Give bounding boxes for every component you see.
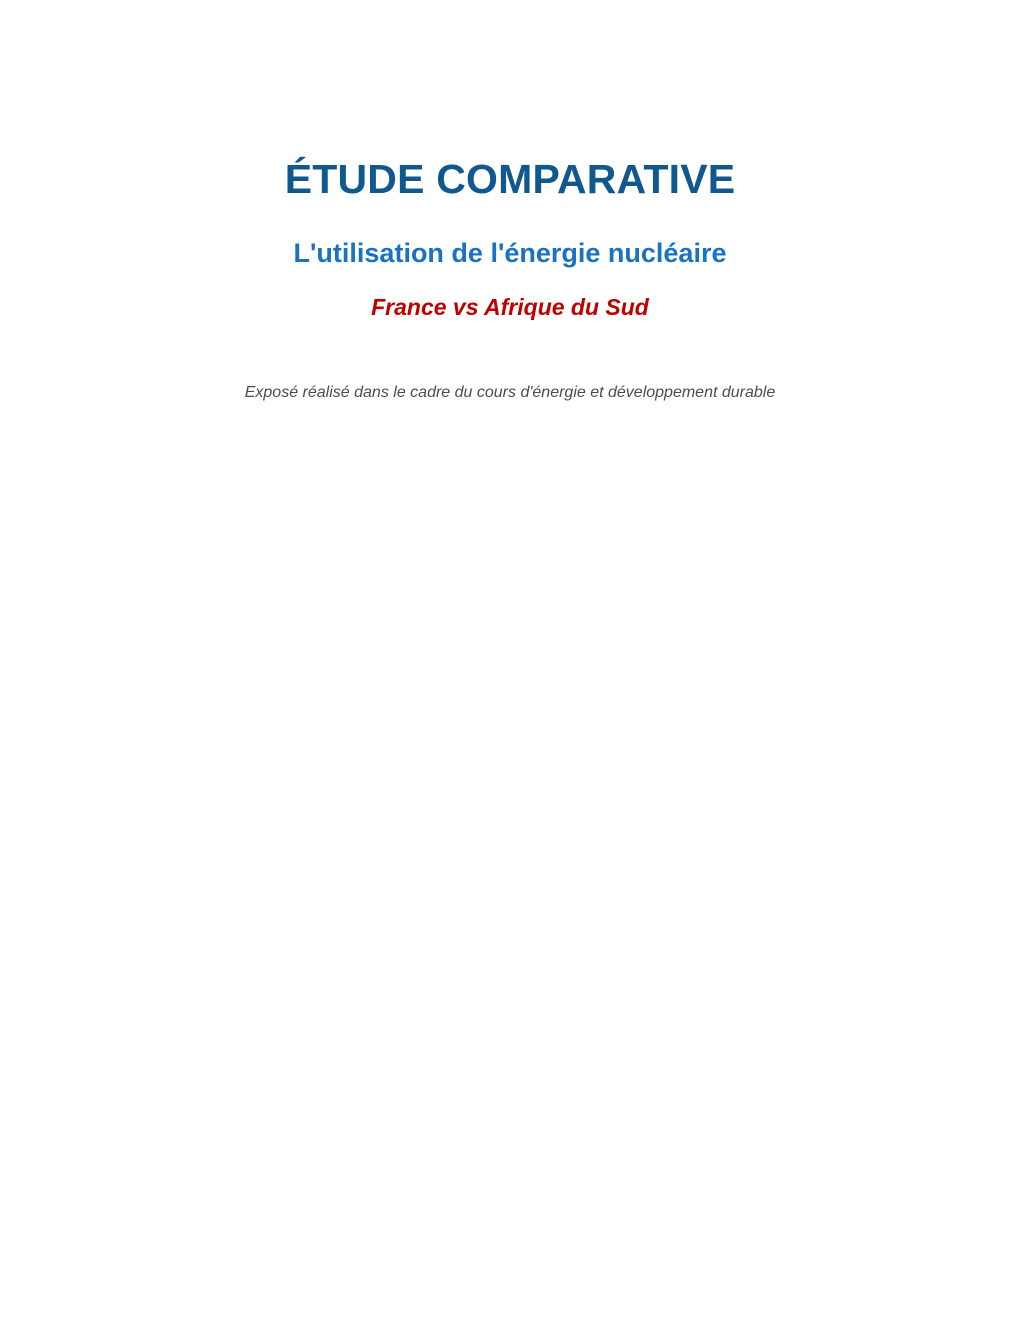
comparison-subject: France vs Afrique du Sud <box>371 294 649 320</box>
document-subtitle: L'utilisation de l'énergie nucléaire <box>293 238 727 268</box>
course-note: Exposé réalisé dans le cadre du cours d'énergie et développement durable <box>244 384 776 401</box>
page-title: ÉTUDE COMPARATIVE <box>284 156 736 202</box>
